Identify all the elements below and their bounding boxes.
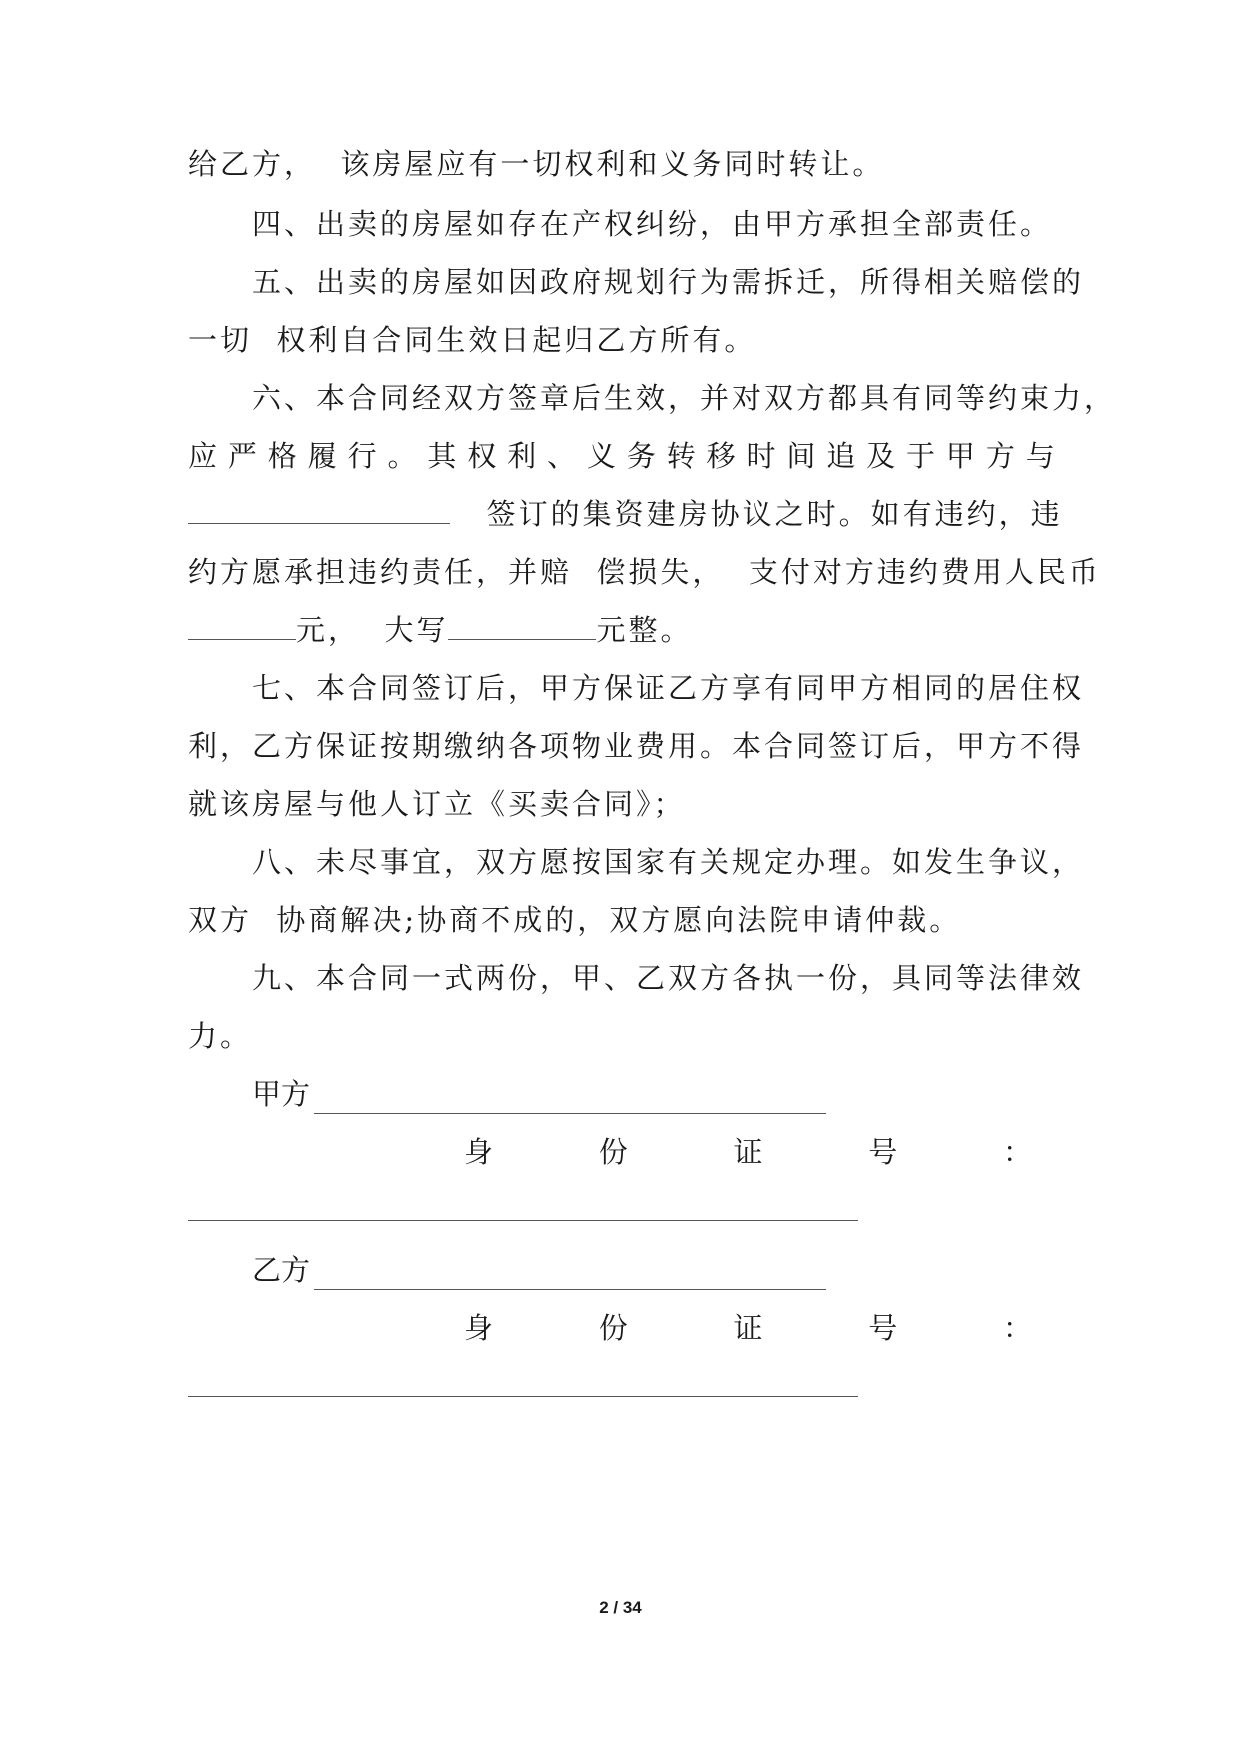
id-char: 证 [733, 1135, 763, 1169]
char: 、 [547, 439, 577, 473]
paragraph-7-line-1: 七、本合同签订后，甲方保证乙方享有同甲方相同的居住权 [252, 671, 1085, 705]
id-char: ： [1002, 1135, 1032, 1169]
id-char: ： [1002, 1311, 1032, 1345]
id-char: 份 [598, 1135, 628, 1169]
id-char: 证 [733, 1311, 763, 1345]
party-b-label: 乙方 [252, 1253, 311, 1287]
paragraph-8-line-1: 八、未尽事宜，双方愿按国家有关规定办理。如发生争议， [252, 845, 1085, 879]
paragraph-7-line-3: 就该房屋与他人订立《买卖合同》； [188, 787, 686, 821]
id-char: 身 [464, 1311, 494, 1345]
party-b-signature-field[interactable] [314, 1263, 826, 1290]
fill-in-blank-amount-daxie[interactable] [448, 611, 596, 640]
unit-yuan-zheng: 元整。 [596, 613, 693, 647]
paragraph-6-line-2 [188, 436, 1055, 476]
char: 。 [387, 439, 417, 473]
id-char: 身 [464, 1135, 494, 1169]
id-char: 份 [598, 1311, 628, 1345]
char: 应 [188, 439, 218, 473]
paragraph-8-line-2: 双方 协商解决;协商不成的，双方愿向法院申请仲裁。 [188, 903, 962, 937]
paragraph-9-line-2: 力。 [188, 1019, 253, 1053]
party-a-label: 甲方 [252, 1077, 311, 1111]
unit-yuan: 元， [296, 613, 361, 647]
id-char: 号 [868, 1311, 898, 1345]
paragraph-6-line-4: 约方愿承担违约责任，并赔 偿损失， 支付对方违约费用人民币 [188, 555, 1101, 589]
char: 利 [507, 439, 537, 473]
char: 履 [307, 439, 337, 473]
char: 方 [985, 439, 1015, 473]
char: 格 [267, 439, 297, 473]
party-b-row [252, 1250, 826, 1290]
char: 行 [347, 439, 377, 473]
paragraph-6-line-3-text: 签订的集资建房协议之时。如有违约，违 [486, 497, 1063, 531]
paragraph-5-line-2: 一切 权利自合同生效日起归乙方所有。 [188, 323, 757, 357]
paragraph-7-line-2: 利，乙方保证按期缴纳各项物业费用。本合同签订后，甲方不得 [188, 729, 1085, 763]
paragraph-6-line-5 [188, 610, 692, 650]
char: 甲 [945, 439, 975, 473]
char: 严 [227, 439, 257, 473]
char: 权 [467, 439, 497, 473]
paragraph-5-line-1: 五、出卖的房屋如因政府规划行为需拆迁，所得相关赔偿的 [252, 265, 1085, 299]
paragraph-9-line-1: 九、本合同一式两份，甲、乙双方各执一份，具同等法律效 [252, 961, 1085, 995]
paragraph-4: 四、出卖的房屋如存在产权纠纷，由甲方承担全部责任。 [252, 207, 1053, 241]
char: 务 [626, 439, 656, 473]
char: 与 [1025, 439, 1055, 473]
party-a-signature-field[interactable] [314, 1087, 826, 1114]
daxie-label: 大写 [384, 613, 449, 647]
char: 其 [427, 439, 457, 473]
id-char: 号 [868, 1135, 898, 1169]
char: 义 [586, 439, 616, 473]
char: 间 [786, 439, 816, 473]
fill-in-blank-party[interactable] [188, 495, 450, 524]
char: 移 [706, 439, 736, 473]
party-a-id-field[interactable] [188, 1220, 858, 1221]
char: 转 [666, 439, 696, 473]
party-a-row [252, 1074, 826, 1114]
party-b-id-label [464, 1308, 1032, 1348]
char: 于 [906, 439, 936, 473]
char: 及 [866, 439, 896, 473]
party-b-id-field[interactable] [188, 1396, 858, 1397]
char: 追 [826, 439, 856, 473]
page-number: 2 / 34 [599, 1598, 642, 1617]
paragraph-3-tail: 给乙方， 该房屋应有一切权利和义务同时转让。 [188, 147, 885, 181]
paragraph-6-line-3 [188, 494, 1063, 534]
char: 时 [746, 439, 776, 473]
party-a-id-label [464, 1132, 1032, 1172]
fill-in-blank-amount[interactable] [188, 611, 296, 640]
paragraph-6-line-1: 六、本合同经双方签章后生效，并对双方都具有同等约束力， [252, 381, 1117, 415]
